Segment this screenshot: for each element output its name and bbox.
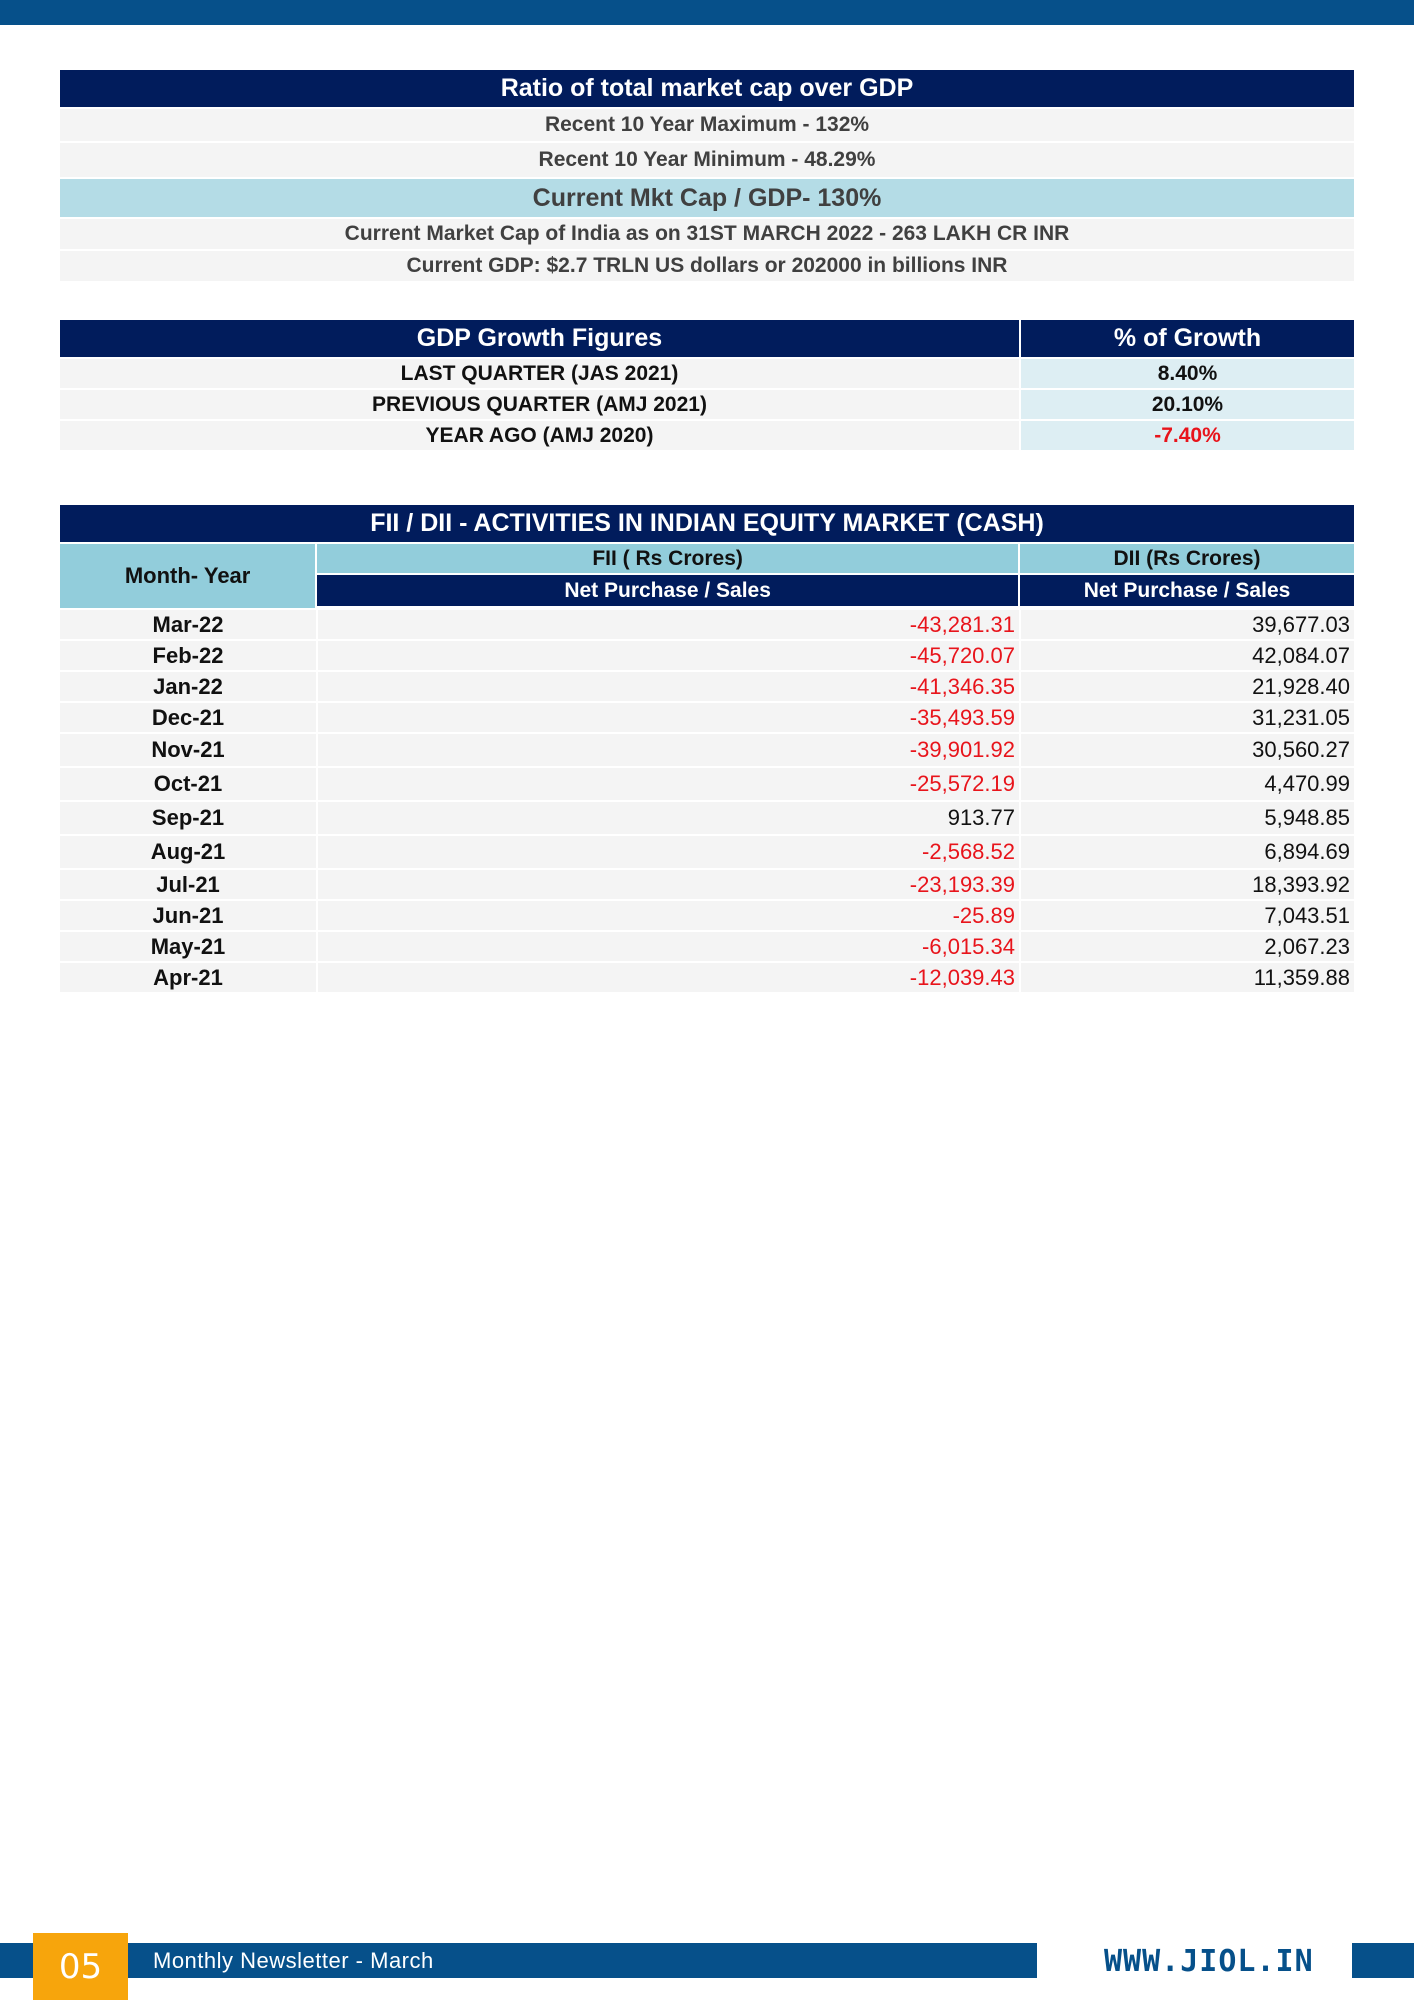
gdp-growth-header-label: GDP Growth Figures [60,320,1019,357]
row-dii-value: 18,393.92 [1019,868,1354,899]
row-fii-value: -45,720.07 [316,639,1019,670]
row-dii-value: 39,677.03 [1019,608,1354,639]
fii-dii-row [60,639,1354,670]
top-bar [0,0,1414,25]
row-fii-value: -2,568.52 [316,834,1019,868]
row-fii-value: -25.89 [316,899,1019,930]
row-fii-value: -41,346.35 [316,670,1019,701]
col-fii-group [315,544,1018,608]
fii-dii-row [60,961,1354,992]
fii-dii-row [60,766,1354,800]
row-fii-value: -25,572.19 [316,766,1019,800]
row-fii-value: -12,039.43 [316,961,1019,992]
row-month: Jun-21 [60,899,316,930]
row-dii-value: 2,067.23 [1019,930,1354,961]
fii-dii-table [60,505,1354,992]
gdp-growth-row [60,388,1354,419]
col-month-year: Month- Year [60,544,315,608]
gdp-growth-header [60,320,1354,357]
fii-dii-row [60,899,1354,930]
row-dii-value: 6,894.69 [1019,834,1354,868]
website-link[interactable]: WWW.JIOL.IN [1104,1943,1314,1979]
row-month: Mar-22 [60,608,316,639]
gdp-growth-row [60,357,1354,388]
fii-dii-row [60,800,1354,834]
col-fii-sub: Net Purchase / Sales [317,575,1018,606]
row-dii-value: 31,231.05 [1019,701,1354,732]
row-month: Aug-21 [60,834,316,868]
fii-dii-row [60,868,1354,899]
fii-dii-row [60,701,1354,732]
row-dii-value: 30,560.27 [1019,732,1354,766]
fii-dii-row [60,930,1354,961]
row-dii-value: 7,043.51 [1019,899,1354,930]
row-fii-value: 913.77 [316,800,1019,834]
current-gdp: Current GDP: $2.7 TRLN US dollars or 202000 in billions INR [60,249,1354,281]
row-month: Nov-21 [60,732,316,766]
row-dii-value: 4,470.99 [1019,766,1354,800]
col-fii: FII ( Rs Crores) [317,544,1018,575]
row-fii-value: -23,193.39 [316,868,1019,899]
gdp-growth-header-value: % of Growth [1019,320,1354,357]
market-cap-gdp-table [60,70,1354,281]
fii-dii-row [60,670,1354,701]
fii-dii-title: FII / DII - ACTIVITIES IN INDIAN EQUITY MARKET (CASH) [60,505,1354,542]
gdp-growth-table [60,320,1354,450]
col-dii: DII (Rs Crores) [1020,544,1354,575]
fii-dii-row [60,732,1354,766]
page-number: 05 [33,1933,128,2000]
gdp-growth-value: -7.40% [1019,419,1354,450]
fii-dii-row [60,608,1354,639]
row-month: Feb-22 [60,639,316,670]
ten-year-max: Recent 10 Year Maximum - 132% [60,107,1354,141]
row-dii-value: 11,359.88 [1019,961,1354,992]
row-month: Jan-22 [60,670,316,701]
current-market-cap: Current Market Cap of India as on 31ST MARCH 2022 - 263 LAKH CR INR [60,217,1354,249]
row-fii-value: -35,493.59 [316,701,1019,732]
gdp-growth-label: YEAR AGO (AMJ 2020) [60,419,1019,450]
row-dii-value: 5,948.85 [1019,800,1354,834]
row-fii-value: -43,281.31 [316,608,1019,639]
fii-dii-header [60,542,1354,608]
col-dii-sub: Net Purchase / Sales [1020,575,1354,606]
ten-year-min: Recent 10 Year Minimum - 48.29% [60,141,1354,177]
col-dii-group [1018,544,1354,608]
row-fii-value: -39,901.92 [316,732,1019,766]
row-month: Oct-21 [60,766,316,800]
footer-label: Monthly Newsletter - March [153,1947,434,1973]
gdp-growth-row [60,419,1354,450]
gdp-growth-label: LAST QUARTER (JAS 2021) [60,357,1019,388]
footer-bar-right [1352,1943,1414,1978]
gdp-growth-label: PREVIOUS QUARTER (AMJ 2021) [60,388,1019,419]
row-fii-value: -6,015.34 [316,930,1019,961]
row-month: Apr-21 [60,961,316,992]
fii-dii-row [60,834,1354,868]
row-month: Dec-21 [60,701,316,732]
row-month: May-21 [60,930,316,961]
gdp-growth-value: 8.40% [1019,357,1354,388]
row-dii-value: 21,928.40 [1019,670,1354,701]
current-mcap-gdp: Current Mkt Cap / GDP- 130% [60,177,1354,217]
row-month: Sep-21 [60,800,316,834]
row-month: Jul-21 [60,868,316,899]
row-dii-value: 42,084.07 [1019,639,1354,670]
gdp-growth-value: 20.10% [1019,388,1354,419]
market-cap-gdp-title: Ratio of total market cap over GDP [60,70,1354,107]
